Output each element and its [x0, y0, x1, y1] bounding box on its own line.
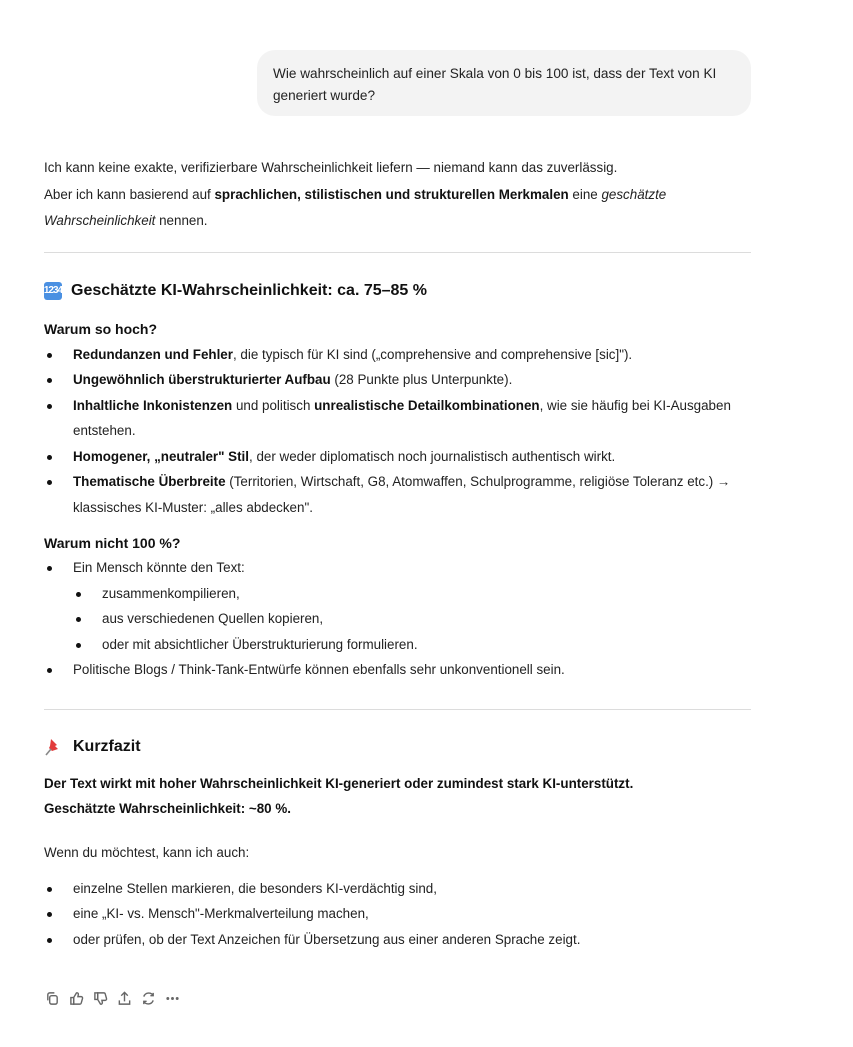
- counter-list: [44, 555, 751, 683]
- copy-icon[interactable]: [44, 990, 60, 1006]
- item-text: , wie sie häufig bei KI-Ausgaben entstehen.: [73, 397, 731, 438]
- user-message-text: Wie wahrscheinlich auf einer Skala von 0 bis 100 ist, dass der Text von KI generiert wurde?: [273, 66, 717, 103]
- item-bold: Inhaltliche Inkonistenzen: [73, 397, 233, 413]
- divider: [44, 709, 751, 710]
- sub-list: [73, 581, 751, 658]
- section-title: Kurzfazit: [73, 737, 141, 755]
- intro-italic: geschätzte Wahrscheinlichkeit: [44, 186, 667, 228]
- item-bold: Thematische Überbreite: [73, 474, 226, 489]
- list-item: eine „KI- vs. Mensch"-Merkmalverteilung machen,: [44, 901, 751, 927]
- intro-text: nennen.: [155, 213, 208, 228]
- section-heading: [44, 737, 751, 757]
- section-heading: [44, 282, 751, 300]
- item-text: und politisch: [232, 397, 315, 413]
- divider: [44, 252, 751, 253]
- item-text: , der weder diplomatisch noch journalistisch authentisch wirkt.: [249, 448, 616, 464]
- thumbs-down-icon[interactable]: [92, 990, 108, 1006]
- share-icon[interactable]: [116, 990, 132, 1006]
- intro-line-2: [44, 182, 751, 235]
- item-bold: unrealistische Detailkombinationen: [314, 397, 540, 413]
- list-item: [44, 555, 751, 657]
- item-text: (28 Punkte plus Unterpunkte).: [330, 372, 513, 387]
- thumbs-up-icon[interactable]: [68, 990, 84, 1006]
- offer-text: Wenn du möchtest, kann ich auch:: [44, 844, 250, 860]
- sub-list-item: aus verschiedenen Quellen kopieren,: [73, 606, 751, 632]
- subheading: Warum nicht 100 %?: [44, 535, 181, 551]
- list-item: [44, 367, 751, 393]
- item-text: (Territorien, Wirtschaft, G8, Atomwaffen, Schulprogramme, religiöse Toleranz etc.) → klassisches KI-Muster: „alles abdecken".: [73, 474, 731, 515]
- reasons-list: [44, 342, 751, 521]
- list-item: [44, 393, 751, 444]
- item-bold: Redundanzen und Fehler: [73, 346, 233, 362]
- pushpin-icon: [44, 737, 64, 757]
- list-item: oder prüfen, ob der Text Anzeichen für Übersetzung aus einer anderen Sprache zeigt.: [44, 927, 751, 953]
- intro-bold: sprachlichen, stilistischen und strukturellen Merkmalen: [214, 186, 569, 202]
- more-icon[interactable]: [164, 990, 180, 1006]
- summary-line: Der Text wirkt mit hoher Wahrscheinlichkeit KI-generiert oder zumindest stark KI-unterstützt.: [44, 775, 634, 791]
- offer-list: [44, 876, 751, 953]
- reply-intro: [44, 155, 751, 235]
- item-bold: Homogener, „neutraler" Stil: [73, 448, 250, 464]
- section-title: Geschätzte KI-Wahrscheinlichkeit: ca. 75–85 %: [71, 281, 427, 299]
- intro-line-1: Ich kann keine exakte, verifizierbare Wahrscheinlichkeit liefern — niemand kann das zuverlässig.: [44, 160, 618, 175]
- sub-list-item: zusammenkompilieren,: [73, 581, 751, 607]
- summary-bold: [44, 771, 751, 822]
- intro-text: eine: [568, 186, 602, 202]
- subheading: Warum so hoch?: [44, 320, 158, 337]
- list-item: [44, 444, 751, 470]
- regenerate-icon[interactable]: [140, 990, 156, 1006]
- summary-line: Geschätzte Wahrscheinlichkeit: ~80 %.: [44, 801, 291, 816]
- item-bold: Ungewöhnlich überstrukturierter Aufbau: [73, 372, 331, 387]
- intro-text: Aber ich kann basierend auf: [44, 186, 215, 202]
- item-text: , die typisch für KI sind („comprehensive and comprehensive [sic]").: [232, 346, 633, 362]
- item-text: Ein Mensch könnte den Text:: [73, 560, 245, 575]
- assistant-reply: [44, 155, 751, 952]
- message-actions: [44, 990, 180, 1006]
- list-item: Politische Blogs / Think-Tank-Entwürfe können ebenfalls sehr unkonventionell sein.: [44, 657, 751, 683]
- 1234-keycap-icon: 1234: [44, 282, 62, 300]
- list-item: [44, 342, 751, 368]
- user-message-bubble: [257, 50, 751, 116]
- list-item: einzelne Stellen markieren, die besonders KI-verdächtig sind,: [44, 876, 751, 902]
- sub-list-item: oder mit absichtlicher Überstrukturierung formulieren.: [73, 632, 751, 658]
- list-item: [44, 469, 751, 520]
